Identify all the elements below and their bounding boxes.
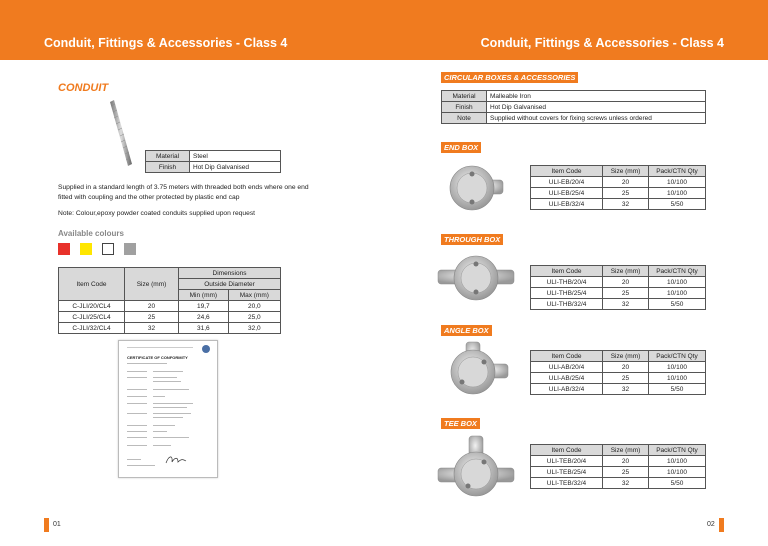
header-right-title: Conduit, Fittings & Accessories - Class 4 [480, 36, 724, 50]
cell: 10/100 [649, 177, 706, 188]
cell: ULI-AB/32/4 [531, 384, 603, 395]
column-header: Pack/CTN Qty [649, 166, 706, 177]
circular-spec-table [441, 90, 706, 124]
table-row [531, 467, 706, 478]
spec-value: Hot Dip Galvanised [487, 102, 706, 113]
cell: ULI-THB/20/4 [531, 277, 603, 288]
column-header: Item Code [531, 445, 603, 456]
cell: 31,6 [179, 323, 229, 334]
cell: 20,0 [228, 301, 280, 312]
table-row [531, 362, 706, 373]
column-header: Outside Diameter [179, 279, 281, 290]
column-header: Size (mm) [125, 268, 179, 301]
cell: 10/100 [649, 456, 706, 467]
cell: 32,0 [228, 323, 280, 334]
column-header: Item Code [531, 266, 603, 277]
cell: ULI-THB/32/4 [531, 299, 603, 310]
spec-label: Finish [442, 102, 487, 113]
cell: 20 [603, 277, 649, 288]
cell: ULI-AB/20/4 [531, 362, 603, 373]
cell: 20 [603, 456, 649, 467]
table-row [531, 188, 706, 199]
cell: ULI-EB/25/4 [531, 188, 603, 199]
table-row [59, 301, 281, 312]
cell: 5/50 [649, 299, 706, 310]
conduit-title: CONDUIT [58, 82, 109, 94]
cell: ULI-TEB/25/4 [531, 467, 603, 478]
table-row [442, 91, 706, 102]
table-row [531, 277, 706, 288]
cell: 5/50 [649, 384, 706, 395]
cell: 32 [603, 299, 649, 310]
cell: ULI-THB/25/4 [531, 288, 603, 299]
tee-box-image [436, 434, 516, 502]
conduit-note: Note: Colour,epoxy powder coated conduits supplied upon request [58, 210, 256, 217]
column-header: Max (mm) [228, 290, 280, 301]
column-header: Item Code [531, 166, 603, 177]
through-box-table [530, 265, 706, 310]
cell: ULI-TEB/32/4 [531, 478, 603, 489]
cell: 5/50 [649, 199, 706, 210]
colour-swatch-red [58, 243, 70, 255]
cell: 32 [603, 384, 649, 395]
tee-box-tag: TEE BOX [441, 418, 480, 429]
conduit-pipe-image [108, 100, 134, 168]
footer-right-bar [719, 518, 724, 532]
table-row [531, 199, 706, 210]
description-line: Supplied in a standard length of 3.75 meters with threaded both ends where one end [58, 184, 309, 191]
table-row [59, 323, 281, 334]
table-row [442, 102, 706, 113]
column-header: Pack/CTN Qty [649, 445, 706, 456]
column-header: Item Code [59, 268, 125, 301]
table-row [531, 351, 706, 362]
conduit-description [58, 183, 309, 203]
signature-icon [165, 453, 187, 467]
table-row [531, 456, 706, 467]
page-number-left: 01 [53, 521, 61, 528]
spec-value: Supplied without covers for fixing screws unless ordered [487, 113, 706, 124]
certificate-title: CERTIFICATE OF CONFORMITY [127, 355, 188, 360]
spec-label: Finish [146, 162, 190, 173]
circular-boxes-tag: CIRCULAR BOXES & ACCESSORIES [441, 72, 578, 83]
certificate-of-conformity-image [118, 340, 218, 478]
table-row [531, 266, 706, 277]
cell: ULI-EB/32/4 [531, 199, 603, 210]
page-header [0, 0, 768, 60]
end-box-tag: END BOX [441, 142, 481, 153]
colour-swatch-grey [124, 243, 136, 255]
cell: ULI-TEB/20/4 [531, 456, 603, 467]
cell: 32 [603, 478, 649, 489]
cell: 5/50 [649, 478, 706, 489]
end-box-table [530, 165, 706, 210]
cell: 20 [125, 301, 179, 312]
cell: ULI-EB/20/4 [531, 177, 603, 188]
table-row [59, 312, 281, 323]
angle-box-table [530, 350, 706, 395]
description-line: fitted with coupling and the other protected by plastic end cap [58, 194, 240, 201]
table-row [531, 288, 706, 299]
cell: 10/100 [649, 362, 706, 373]
table-row [442, 113, 706, 124]
footer-left-bar [44, 518, 49, 532]
cell: 19,7 [179, 301, 229, 312]
cell: 25,0 [228, 312, 280, 323]
table-row [59, 268, 281, 279]
cell: 32 [125, 323, 179, 334]
conduit-spec-table [145, 150, 281, 173]
colour-swatch-white [102, 243, 114, 255]
column-header: Size (mm) [603, 445, 649, 456]
cell: C-JLI/25/CL4 [59, 312, 125, 323]
cell: 25 [603, 467, 649, 478]
end-box-image [446, 160, 506, 216]
column-header: Size (mm) [603, 166, 649, 177]
column-header: Dimensions [179, 268, 281, 279]
cell: 10/100 [649, 467, 706, 478]
cell: 32 [603, 199, 649, 210]
page-number-right: 02 [707, 521, 715, 528]
tee-box-table [530, 444, 706, 489]
table-row [531, 373, 706, 384]
cell: 25 [603, 373, 649, 384]
cell: 25 [603, 188, 649, 199]
column-header: Size (mm) [603, 351, 649, 362]
column-header: Pack/CTN Qty [649, 266, 706, 277]
spec-label: Material [442, 91, 487, 102]
table-row [531, 166, 706, 177]
cell: 25 [603, 288, 649, 299]
column-header: Min (mm) [179, 290, 229, 301]
seal-icon [202, 345, 210, 353]
table-row [146, 151, 281, 162]
angle-box-image [446, 340, 510, 402]
conduit-dimensions-table [58, 267, 281, 334]
divider [127, 347, 193, 348]
spec-value: Malleable Iron [487, 91, 706, 102]
through-box-tag: THROUGH BOX [441, 234, 503, 245]
cell: C-JLI/32/CL4 [59, 323, 125, 334]
table-row [146, 162, 281, 173]
through-box-image [436, 250, 516, 306]
column-header: Item Code [531, 351, 603, 362]
angle-box-tag: ANGLE BOX [441, 325, 492, 336]
spec-label: Note [442, 113, 487, 124]
spec-value: Hot Dip Galvanised [190, 162, 281, 173]
table-row [531, 445, 706, 456]
spec-label: Material [146, 151, 190, 162]
colour-swatch-yellow [80, 243, 92, 255]
header-left-title: Conduit, Fittings & Accessories - Class 4 [44, 36, 288, 50]
cell: 25 [125, 312, 179, 323]
cell: 24,6 [179, 312, 229, 323]
cell: 20 [603, 362, 649, 373]
table-row [531, 299, 706, 310]
table-row [531, 478, 706, 489]
cell: ULI-AB/25/4 [531, 373, 603, 384]
available-colours-title: Available colours [58, 229, 124, 238]
cell: 10/100 [649, 277, 706, 288]
cell: 10/100 [649, 373, 706, 384]
cell: 10/100 [649, 288, 706, 299]
cell: C-JLI/20/CL4 [59, 301, 125, 312]
column-header: Pack/CTN Qty [649, 351, 706, 362]
spec-value: Steel [190, 151, 281, 162]
column-header: Size (mm) [603, 266, 649, 277]
table-row [531, 384, 706, 395]
cell: 20 [603, 177, 649, 188]
table-row [531, 177, 706, 188]
cell: 10/100 [649, 188, 706, 199]
